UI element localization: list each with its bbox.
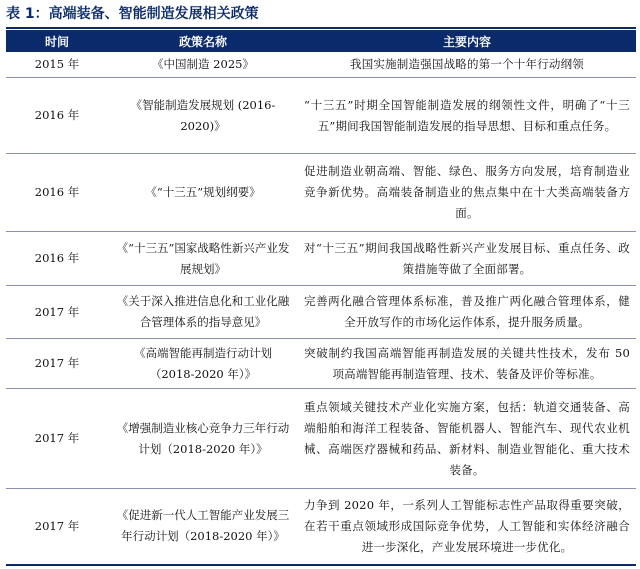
row-year: 2017 年 [6,389,108,489]
row-year: 2016 年 [6,232,108,286]
table-row [6,489,636,565]
row-content: 对“十三五”期间我国战略性新兴产业发展目标、重点任务、政策措施等做了全面部署。 [298,232,636,286]
table-title: 表 1：高端装备、智能制造发展相关政策 [6,6,259,22]
column-header-time: 时间 [6,30,108,52]
row-policy-name: 《智能制造发展规划 (2016-2020)》 [108,78,298,154]
row-year: 2017 年 [6,489,108,565]
row-policy-name: 《促进新一代人工智能产业发展三年行动计划（2018-2020 年）》 [108,489,298,565]
title-rule [6,27,636,29]
table-header-row [6,30,636,52]
column-header-policy-name: 政策名称 [108,30,298,52]
table-row [6,286,636,339]
row-year: 2016 年 [6,154,108,232]
row-year: 2017 年 [6,286,108,339]
table-row [6,339,636,389]
policy-table [6,30,636,566]
row-content: 突破制约我国高端智能再制造发展的关键共性技术，发布 50 项高端智能再制造管理、技术、装备及评价等标准。 [298,339,636,389]
row-content: 力争到 2020 年，一系列人工智能标志性产品取得重要突破，在若干重点领域形成国际竞争优势，人工智能和实体经济融合进一步深化，产业发展环境进一步优化。 [298,489,636,565]
table-row [6,154,636,232]
row-policy-name: 《中国制造 2025》 [108,52,298,78]
table-row [6,52,636,78]
row-policy-name: 《“十三五”国家战略性新兴产业发展规划》 [108,232,298,286]
table-row [6,232,636,286]
table-row [6,78,636,154]
row-policy-name: 《关于深入推进信息化和工业化融合管理体系的指导意见》 [108,286,298,339]
row-year: 2016 年 [6,78,108,154]
row-policy-name: 《增强制造业核心竞争力三年行动计划（2018-2020 年）》 [108,389,298,489]
row-content: 我国实施制造强国战略的第一个十年行动纲领 [298,52,636,78]
column-header-main-content: 主要内容 [298,30,636,52]
row-year: 2015 年 [6,52,108,78]
row-content: 促进制造业朝高端、智能、绿色、服务方向发展，培育制造业竞争新优势。高端装备制造业的焦点集中在十大类高端装备方面。 [298,154,636,232]
row-content: 完善两化融合管理体系标准，普及推广两化融合管理体系，健全开放写作的市场化运作体系，提升服务质量。 [298,286,636,339]
row-content: “十三五”时期全国智能制造发展的纲领性文件，明确了“十三五”期间我国智能制造发展的指导思想、目标和重点任务。 [298,78,636,154]
row-year: 2017 年 [6,339,108,389]
row-policy-name: 《高端智能再制造行动计划（2018-2020 年）》 [108,339,298,389]
table-row [6,389,636,489]
row-content: 重点领域关键技术产业化实施方案，包括：轨道交通装备、高端船舶和海洋工程装备、智能机器人、智能汽车、现代农业机械、高端医疗器械和药品、新材料、制造业智能化、重大技术装备。 [298,389,636,489]
row-policy-name: 《“十三五”规划纲要》 [108,154,298,232]
